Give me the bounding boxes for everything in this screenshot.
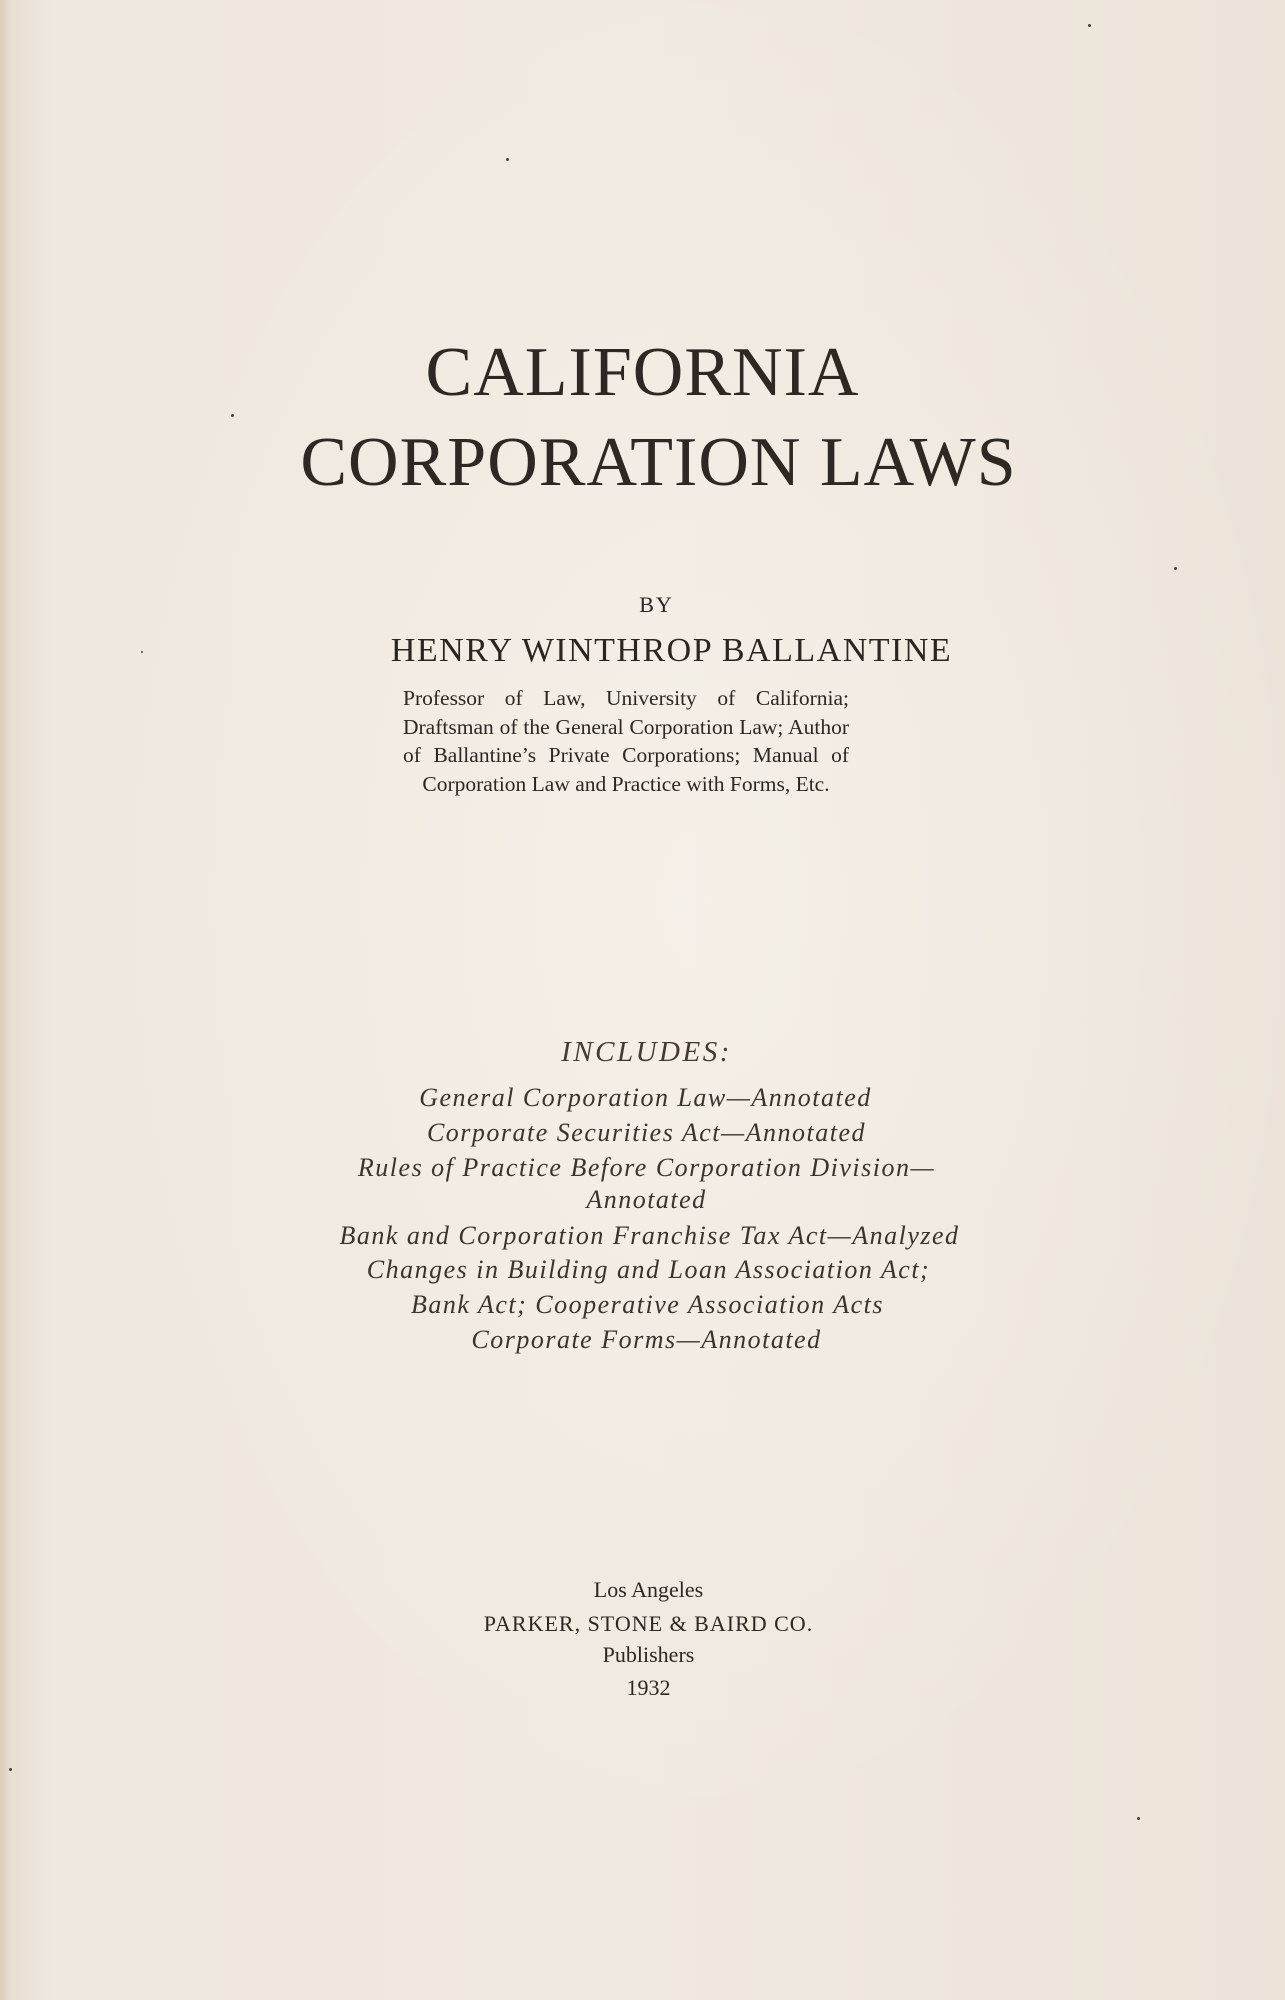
author-credentials: Professor of Law, University of California; Draftsman of the General Corporation Law; Author of Ballantine’s Private Corporations; Manual of Corporation Law and Practice with Forms, Etc. — [403, 686, 849, 796]
includes-item: Annotated — [586, 1185, 707, 1214]
publisher-role: Publishers — [602, 1642, 695, 1667]
includes-heading: INCLUDES: — [561, 1036, 732, 1068]
book-title-line-2: CORPORATION LAWS — [300, 424, 1017, 501]
publisher-city: Los Angeles — [593, 1577, 704, 1602]
paper-speck — [1088, 24, 1091, 27]
includes-item: Rules of Practice Before Corporation Division— — [357, 1153, 936, 1182]
includes-item: Changes in Building and Loan Association Act; — [366, 1255, 931, 1284]
paper-speck — [506, 158, 509, 161]
publisher-name: PARKER, STONE & BAIRD CO. — [483, 1611, 814, 1636]
paper-speck — [1137, 1817, 1140, 1820]
book-title-line-1: CALIFORNIA — [425, 334, 860, 411]
includes-item: Bank and Corporation Franchise Tax Act—Analyzed — [339, 1221, 960, 1250]
author-name: HENRY WINTHROP BALLANTINE — [390, 632, 953, 669]
paper-speck — [231, 414, 234, 417]
includes-item: General Corporation Law—Annotated — [419, 1083, 872, 1112]
paper-speck — [9, 1768, 12, 1771]
publication-year: 1932 — [626, 1675, 671, 1700]
includes-item: Corporate Securities Act—Annotated — [426, 1118, 867, 1147]
includes-item: Corporate Forms—Annotated — [471, 1325, 822, 1354]
byline: BY — [639, 592, 674, 617]
paper-speck — [1174, 567, 1177, 570]
includes-item: Bank Act; Cooperative Association Acts — [411, 1290, 884, 1319]
